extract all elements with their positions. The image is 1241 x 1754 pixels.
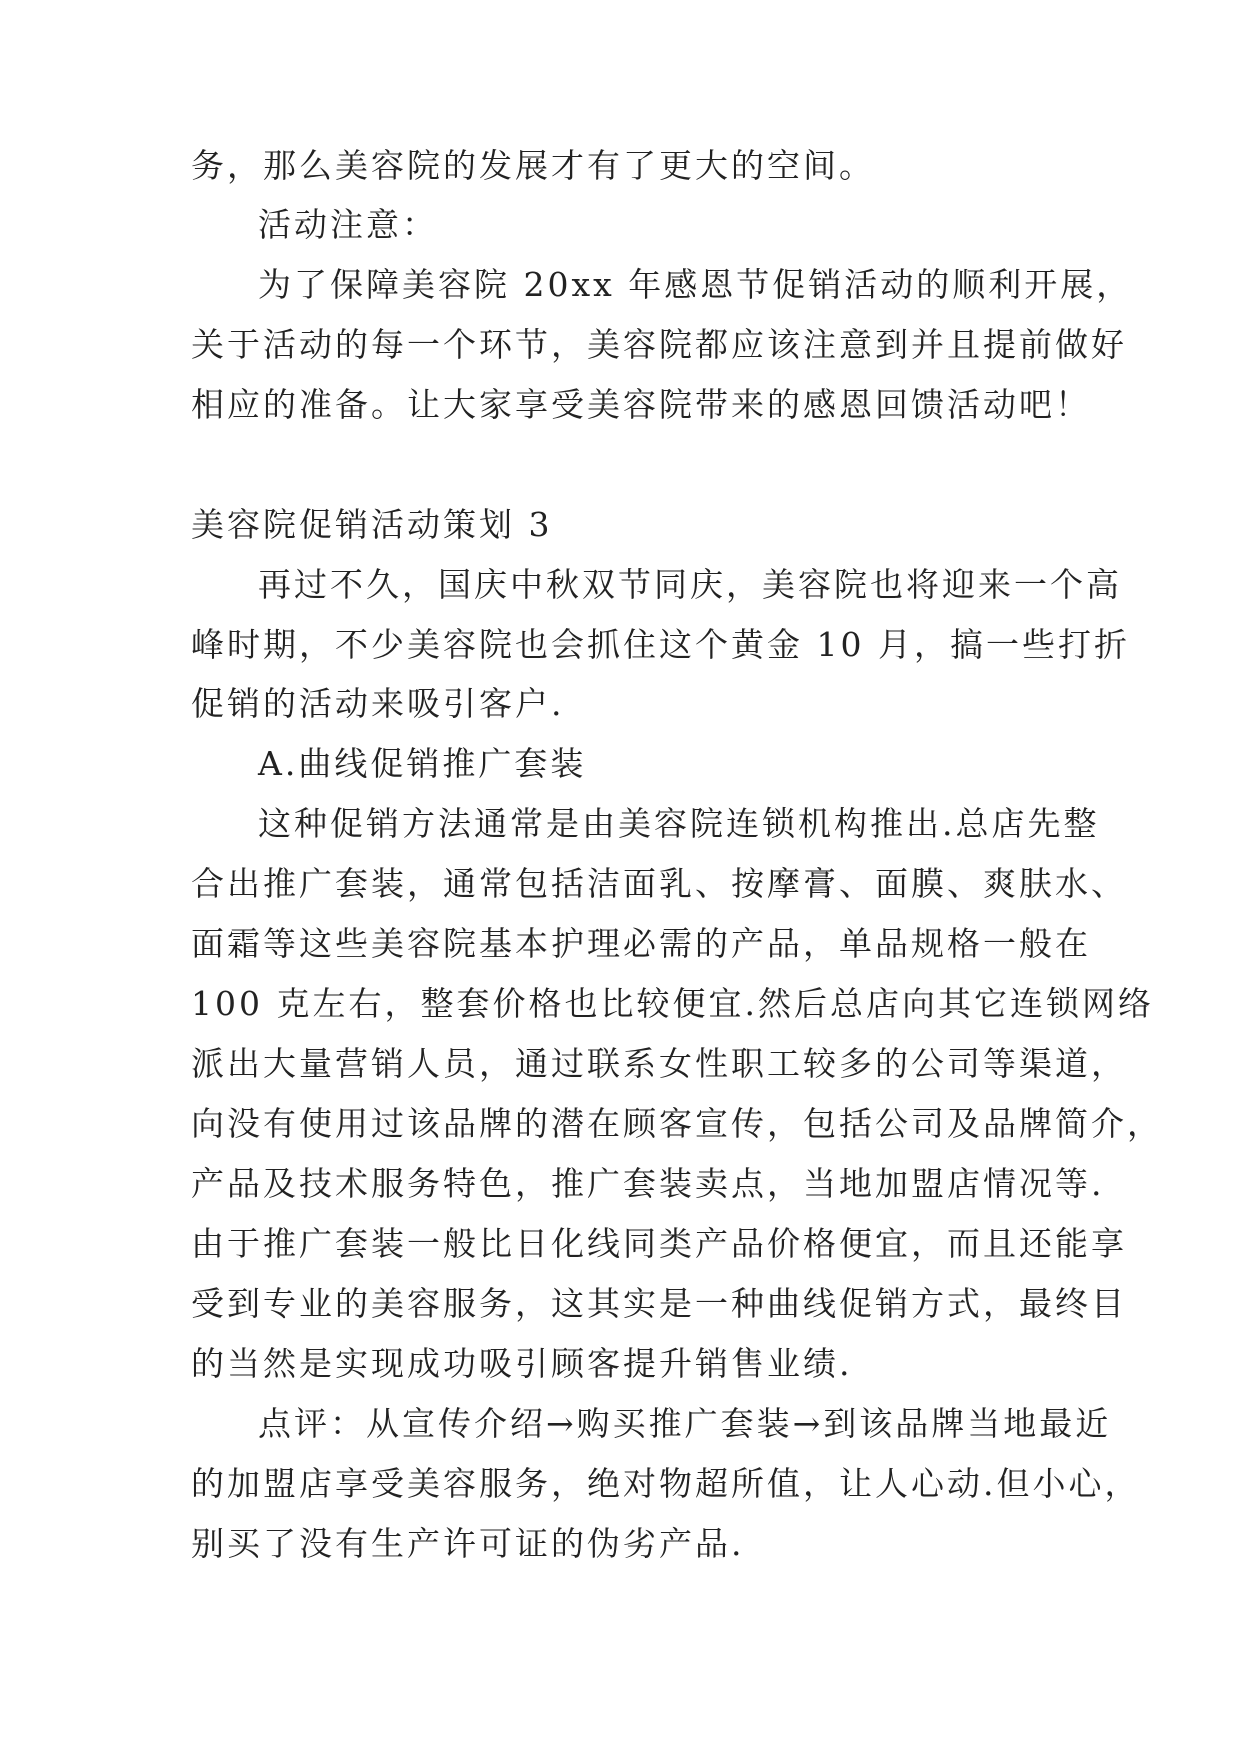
paragraph-line: 务，那么美容院的发展才有了更大的空间。 bbox=[191, 146, 875, 185]
paragraph-line: 促销的活动来吸引客户. bbox=[191, 684, 565, 723]
paragraph-line: 点评：从宣传介绍→购买推广套装→到该品牌当地最近 bbox=[258, 1404, 1112, 1443]
paragraph-line: 为了保障美容院 20xx 年感恩节促销活动的顺利开展， bbox=[258, 265, 1133, 304]
paragraph-line: 的加盟店享受美容服务，绝对物超所值，让人心动.但小心， bbox=[191, 1464, 1141, 1503]
paragraph-line: 由于推广套装一般比日化线同类产品价格便宜，而且还能享 bbox=[191, 1224, 1127, 1263]
section-heading: 美容院促销活动策划 3 bbox=[191, 505, 553, 544]
paragraph-line: 派出大量营销人员，通过联系女性职工较多的公司等渠道， bbox=[191, 1044, 1127, 1083]
section-label: 活动注意： bbox=[258, 205, 438, 244]
paragraph-line: 相应的准备。让大家享受美容院带来的感恩回馈活动吧！ bbox=[191, 385, 1091, 424]
paragraph-line: 别买了没有生产许可证的伪劣产品. bbox=[191, 1524, 745, 1563]
paragraph-line: 受到专业的美容服务，这其实是一种曲线促销方式，最终目 bbox=[191, 1284, 1127, 1323]
paragraph-line: 向没有使用过该品牌的潜在顾客宣传，包括公司及品牌简介， bbox=[191, 1104, 1163, 1143]
paragraph-line: 面霜等这些美容院基本护理必需的产品，单品规格一般在 bbox=[191, 924, 1091, 963]
subsection-heading: A.曲线促销推广套装 bbox=[258, 744, 587, 783]
paragraph-line: 关于活动的每一个环节，美容院都应该注意到并且提前做好 bbox=[191, 325, 1127, 364]
paragraph-line: 峰时期，不少美容院也会抓住这个黄金 10 月，搞一些打折 bbox=[191, 625, 1130, 664]
paragraph-line: 再过不久，国庆中秋双节同庆，美容院也将迎来一个高 bbox=[258, 565, 1122, 604]
paragraph-line: 产品及技术服务特色，推广套装卖点，当地加盟店情况等. bbox=[191, 1164, 1105, 1203]
paragraph-line: 的当然是实现成功吸引顾客提升销售业绩. bbox=[191, 1344, 853, 1383]
paragraph-line: 这种促销方法通常是由美容院连锁机构推出.总店先整 bbox=[258, 804, 1100, 843]
paragraph-line: 100 克左右，整套价格也比较便宜.然后总店向其它连锁网络 bbox=[191, 984, 1154, 1023]
paragraph-line: 合出推广套装，通常包括洁面乳、按摩膏、面膜、爽肤水、 bbox=[191, 864, 1127, 903]
